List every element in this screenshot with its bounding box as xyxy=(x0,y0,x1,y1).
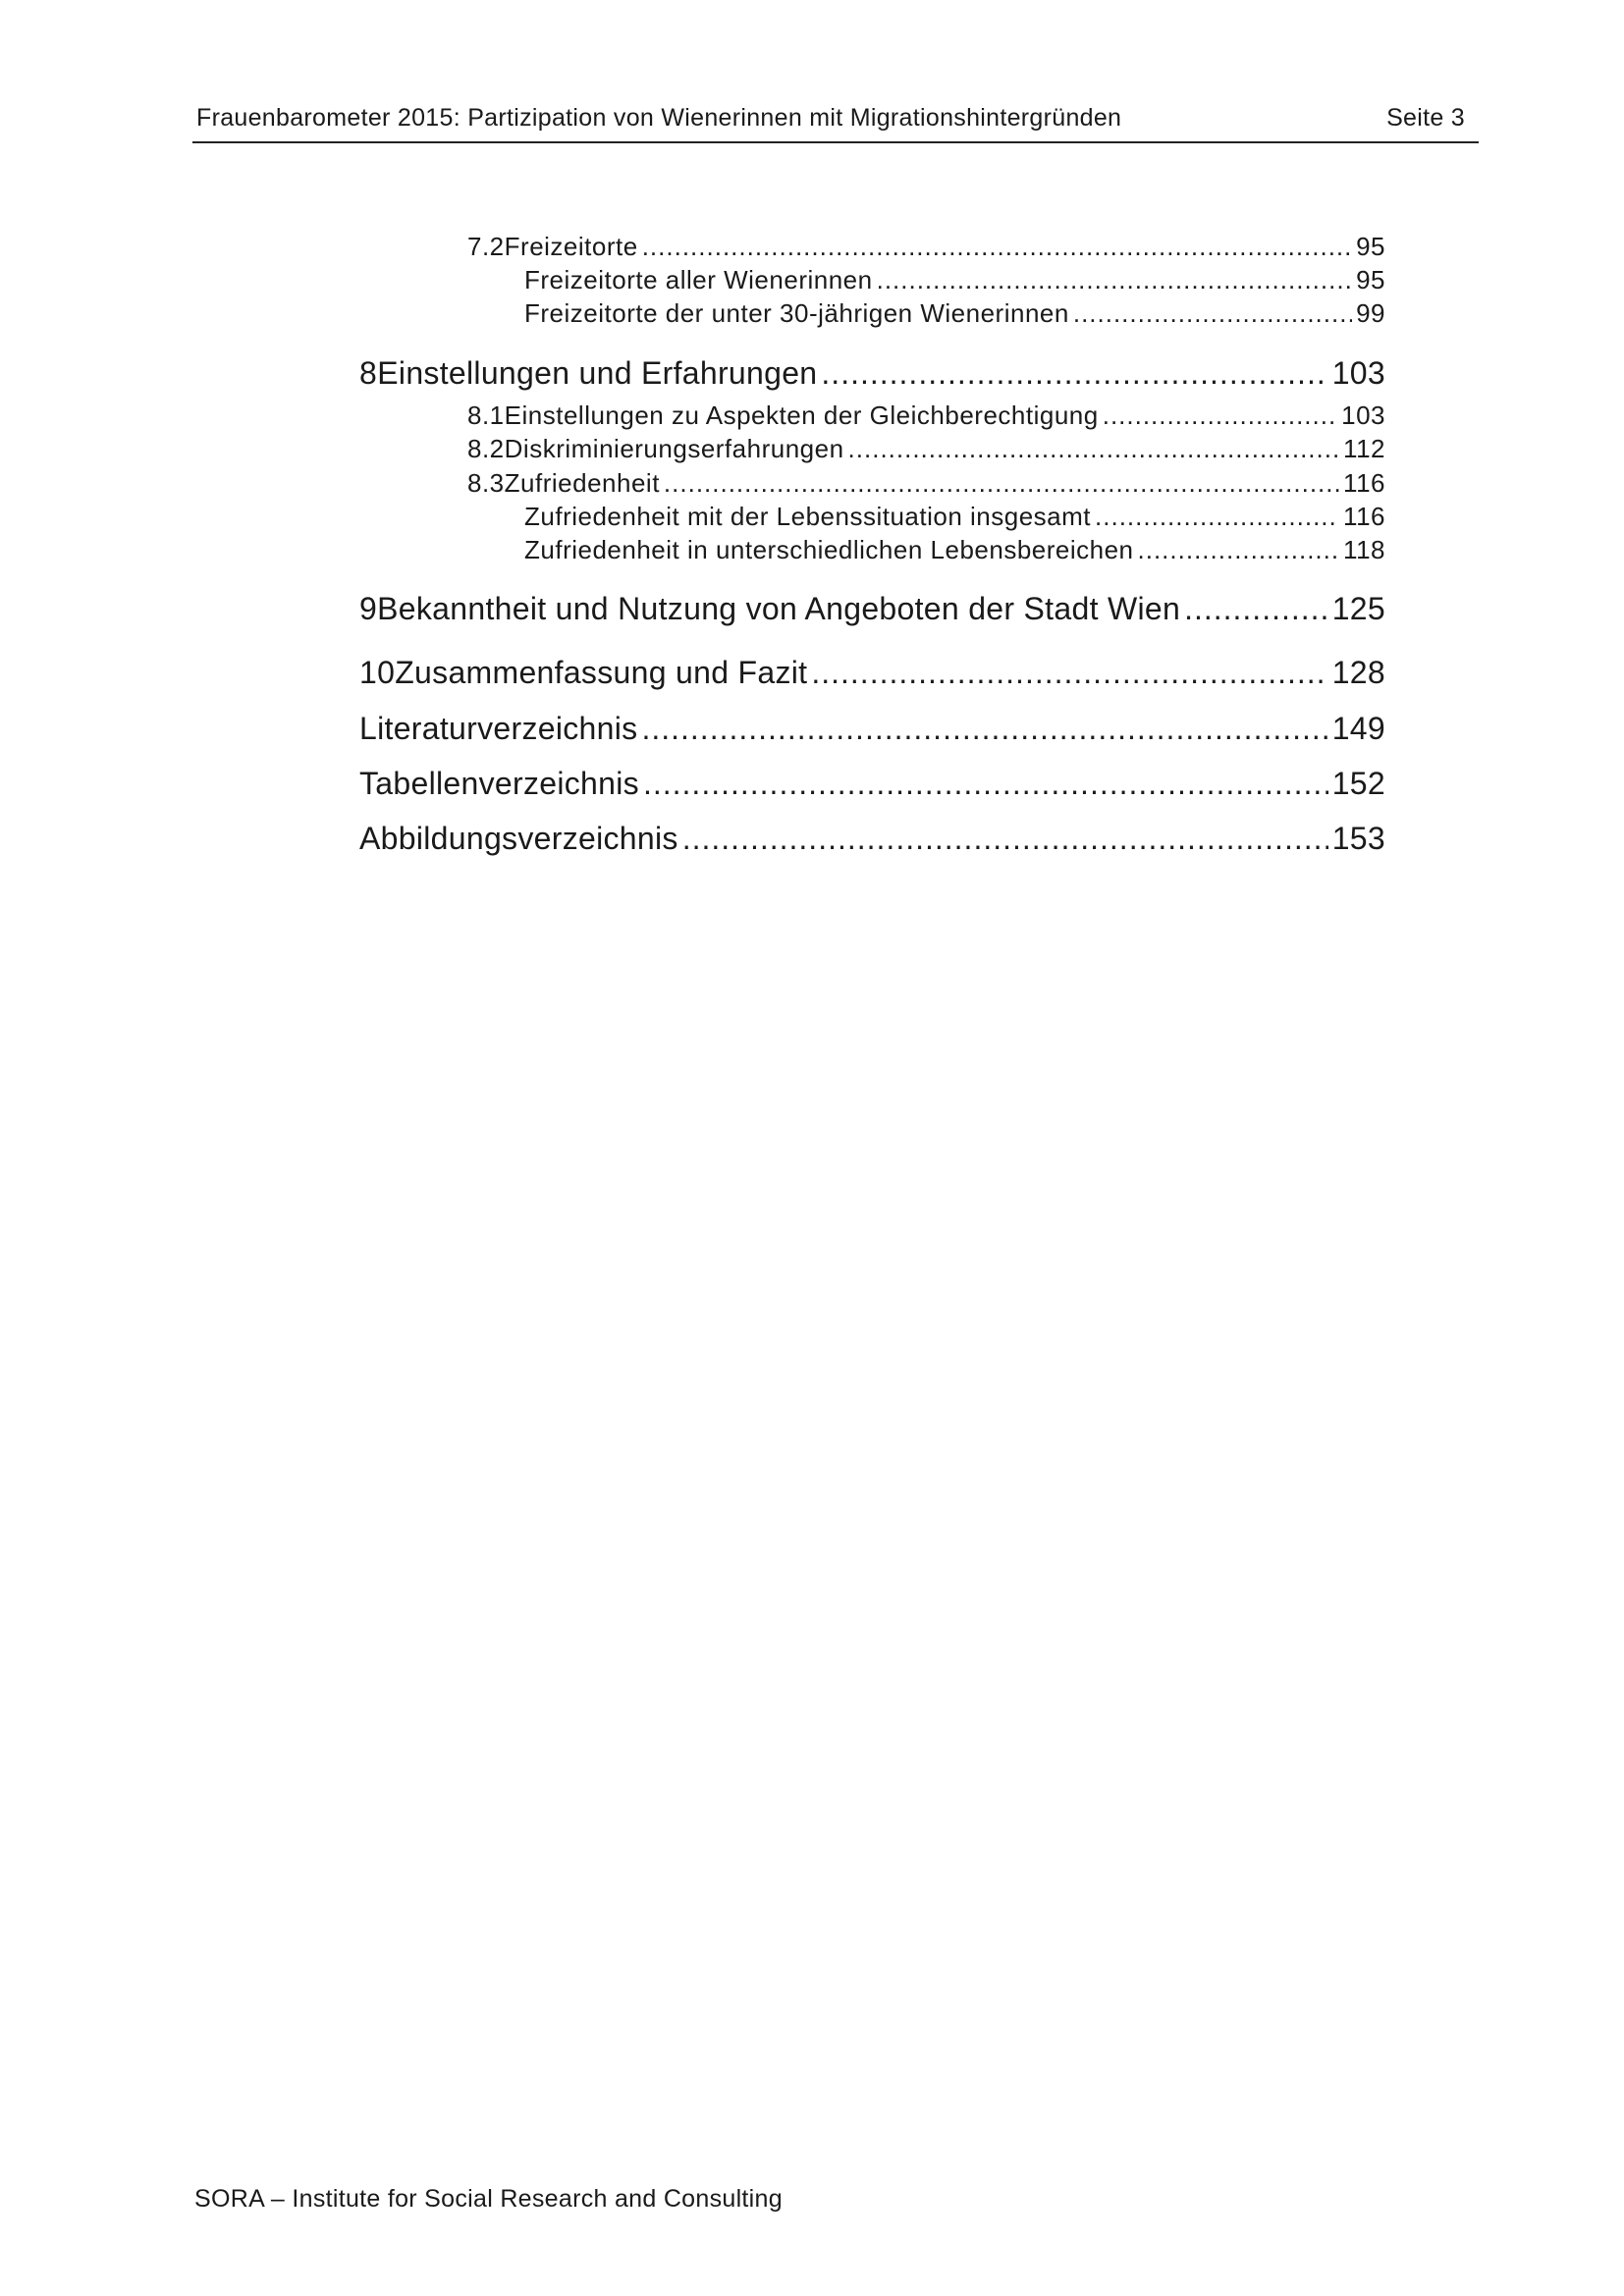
toc-entry[interactable] xyxy=(359,821,1385,857)
toc-entry[interactable] xyxy=(467,468,1385,499)
toc-entry-number: 10 xyxy=(359,655,396,690)
toc-entry-page: 149 xyxy=(1331,711,1385,746)
toc-entry-number: 8.2 xyxy=(467,434,505,463)
toc-entry[interactable] xyxy=(359,766,1385,802)
toc-entry[interactable] xyxy=(524,502,1385,532)
toc-entry-number: 8.3 xyxy=(467,468,505,498)
toc-entry[interactable] xyxy=(524,535,1385,565)
toc-entry-page: 128 xyxy=(1331,655,1385,690)
toc-dot-leader xyxy=(811,655,1327,691)
toc-entry-page: 153 xyxy=(1331,821,1385,856)
page-footer: SORA – Institute for Social Research and Consulting xyxy=(194,2185,783,2213)
toc-dot-leader xyxy=(643,766,1328,802)
toc-entry-label: Abbildungsverzeichnis xyxy=(359,821,678,856)
document-title: Frauenbarometer 2015: Partizipation von Wienerinnen mit Migrationshintergründen xyxy=(196,104,1122,132)
toc-entry-number: 8 xyxy=(359,355,378,391)
toc-dot-leader xyxy=(664,468,1339,499)
toc-entry-page: 103 xyxy=(1341,400,1385,430)
toc-dot-leader xyxy=(1095,502,1339,532)
toc-entry-page: 116 xyxy=(1343,468,1385,498)
toc-entry-page: 112 xyxy=(1343,434,1385,463)
toc-entry-label: Freizeitorte der unter 30-jährigen Wienerinnen xyxy=(524,298,1069,328)
toc-entry[interactable] xyxy=(467,434,1385,464)
toc-entry[interactable] xyxy=(467,400,1385,431)
toc-dot-leader xyxy=(821,355,1327,392)
toc-dot-leader xyxy=(848,434,1340,464)
toc-entry-label: Freizeitorte xyxy=(504,232,638,261)
toc-entry[interactable] xyxy=(359,355,1385,392)
toc-entry-page: 95 xyxy=(1356,265,1385,294)
toc-entry[interactable] xyxy=(524,265,1385,295)
toc-entry-label: Zusammenfassung und Fazit xyxy=(395,655,808,690)
toc-entry-page: 99 xyxy=(1356,298,1385,328)
toc-dot-leader xyxy=(1184,591,1328,627)
toc-dot-leader xyxy=(682,821,1328,857)
toc-dot-leader xyxy=(641,711,1327,747)
toc-entry-label: Tabellenverzeichnis xyxy=(359,766,639,801)
toc-entry-label: Literaturverzeichnis xyxy=(359,711,638,746)
page-header xyxy=(192,102,1479,143)
toc-entry-number: 8.1 xyxy=(467,400,505,430)
toc-entry-number: 9 xyxy=(359,591,378,626)
toc-entry-page: 125 xyxy=(1331,591,1385,626)
toc-entry[interactable] xyxy=(359,591,1385,627)
toc-entry[interactable] xyxy=(467,232,1385,262)
page-number: Seite 3 xyxy=(1386,104,1465,132)
toc-entry-label: Einstellungen und Erfahrungen xyxy=(377,355,818,391)
toc-dot-leader xyxy=(1073,298,1352,329)
toc-entry-label: Bekanntheit und Nutzung von Angeboten der Stadt Wien xyxy=(377,591,1181,626)
toc-dot-leader xyxy=(642,232,1352,262)
toc-entry[interactable] xyxy=(359,711,1385,747)
toc-entry-page: 118 xyxy=(1343,535,1385,564)
toc-entry-number: 7.2 xyxy=(467,232,505,261)
toc-entry[interactable] xyxy=(524,298,1385,329)
toc-entry-label: Zufriedenheit mit der Lebenssituation insgesamt xyxy=(524,502,1092,531)
toc-entry-page: 116 xyxy=(1343,502,1385,531)
toc-entry-label: Einstellungen zu Aspekten der Gleichberechtigung xyxy=(504,400,1099,430)
toc-entry-page: 152 xyxy=(1331,766,1385,801)
toc-entry-label: Zufriedenheit in unterschiedlichen Lebensbereichen xyxy=(524,535,1134,564)
toc-entry-page: 103 xyxy=(1331,355,1385,391)
toc-dot-leader xyxy=(1103,400,1337,431)
toc-entry-label: Freizeitorte aller Wienerinnen xyxy=(524,265,873,294)
toc-entry-page: 95 xyxy=(1356,232,1385,261)
toc-dot-leader xyxy=(877,265,1352,295)
toc-entry[interactable] xyxy=(359,655,1385,691)
toc-entry-label: Diskriminierungserfahrungen xyxy=(504,434,844,463)
toc-entry-label: Zufriedenheit xyxy=(504,468,660,498)
toc-dot-leader xyxy=(1138,535,1340,565)
